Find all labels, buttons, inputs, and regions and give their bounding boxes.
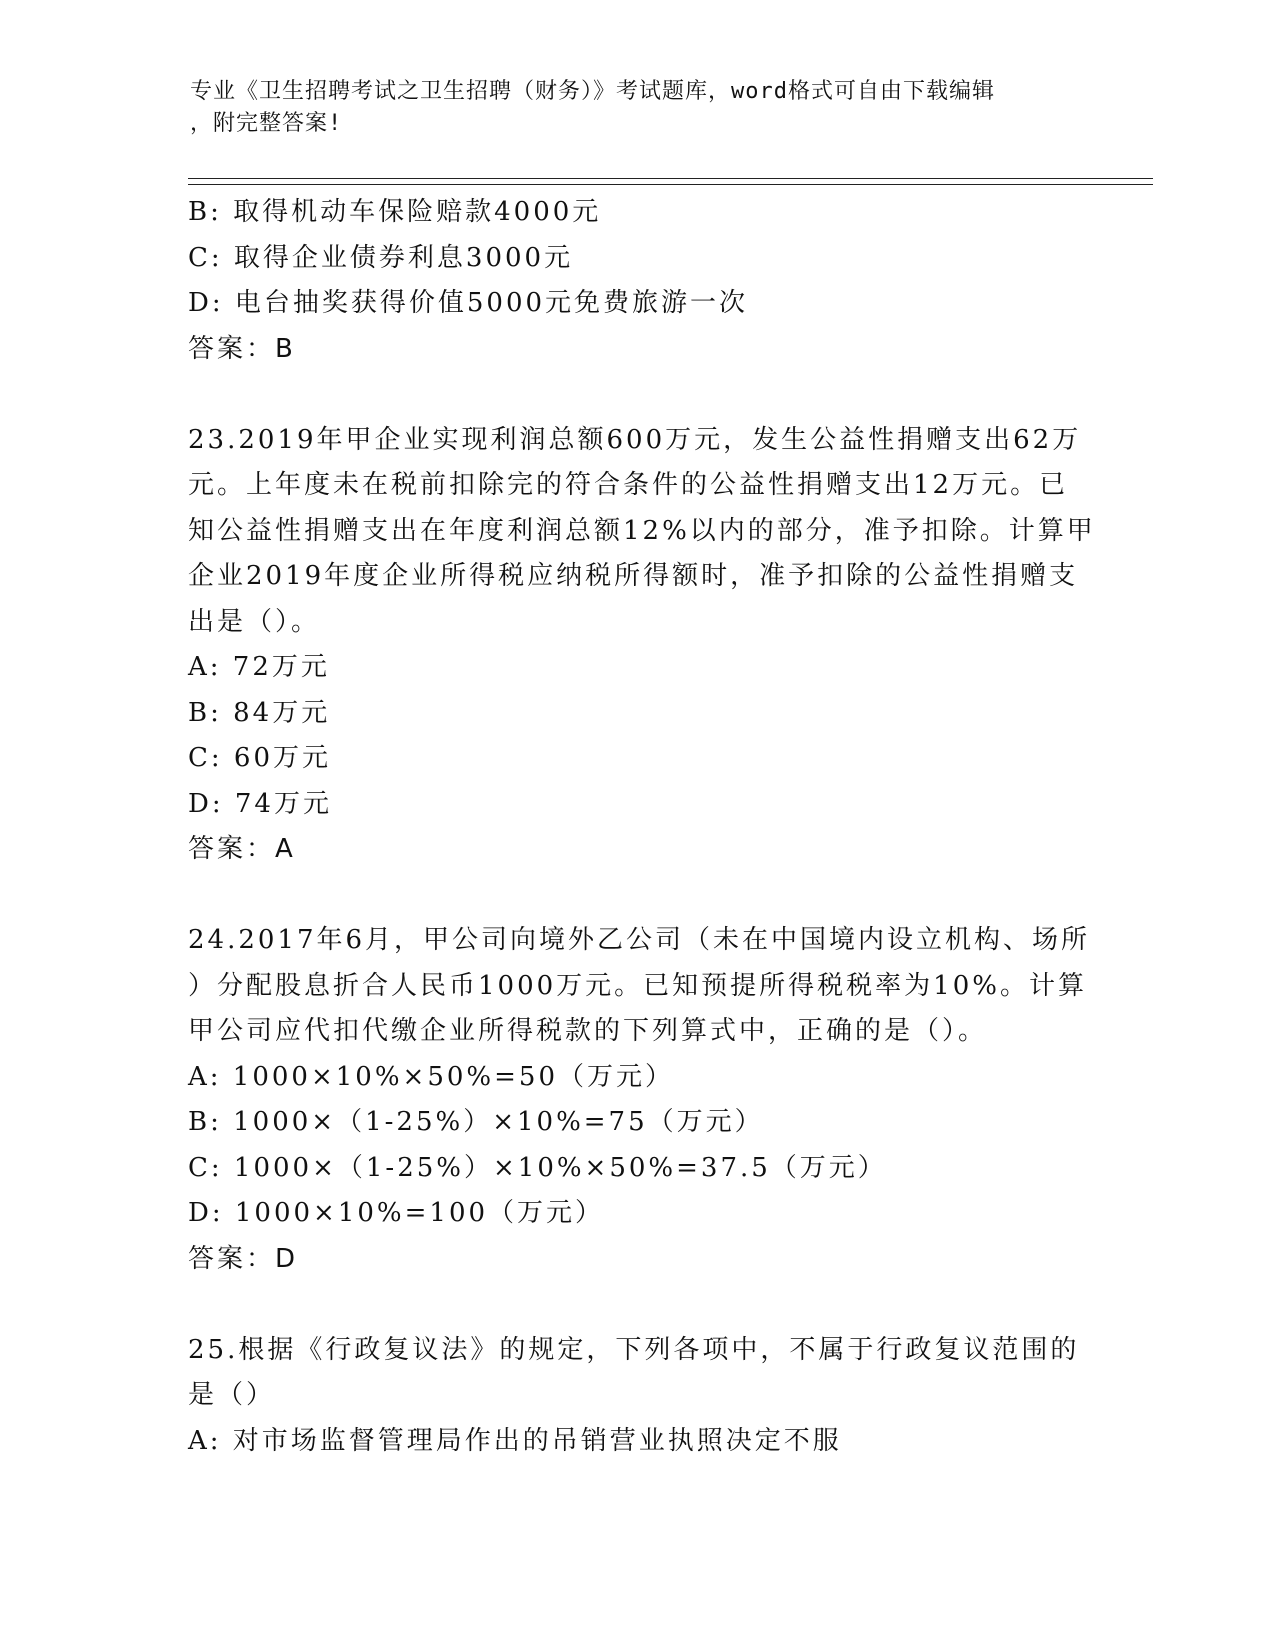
- header-line-2: ，附完整答案!: [190, 111, 343, 136]
- question-text-line: 23.2019年甲企业实现利润总额600万元，发生公益性捐赠支出62万: [188, 424, 1082, 455]
- header-rule-bottom: [188, 184, 1153, 185]
- answer: 答案：B: [188, 333, 296, 364]
- question-text-line: 甲公司应代扣代缴企业所得税款的下列算式中，正确的是（）。: [188, 1016, 988, 1046]
- question-text-line: 知公益性捐赠支出在年度利润总额12%以内的部分，准予扣除。计算甲: [188, 515, 1096, 546]
- spacer: [188, 372, 1088, 418]
- option-c: C: 60万元: [188, 743, 332, 773]
- option-a: A: 1000×10%×50%=50（万元）: [188, 1061, 674, 1092]
- question-24: [188, 918, 1091, 1282]
- option-a: A: 对市场监督管理局作出的吊销营业执照决定不服: [188, 1425, 842, 1456]
- answer: 答案：D: [188, 1243, 299, 1274]
- option-c: C: 取得企业债券利息3000元: [188, 242, 574, 273]
- header-line-1: 专业《卫生招聘考试之卫生招聘（财务）》考试题库，word格式可自由下载编辑: [190, 79, 995, 104]
- option-b: B: 1000×（1-25%）×10%=75（万元）: [188, 1107, 764, 1137]
- option-d: D: 74万元: [188, 788, 332, 819]
- question-text-line: 出是（）。: [188, 606, 321, 637]
- answer: 答案：A: [188, 834, 296, 864]
- question-text-line: 元。上年度未在税前扣除完的符合条件的公益性捐赠支出12万元。已: [188, 470, 1069, 500]
- spacer: [188, 873, 1088, 919]
- option-b: B: 取得机动车保险赔款4000元: [188, 197, 602, 227]
- option-c: C: 1000×（1-25%）×10%×50%=37.5（万元）: [188, 1152, 887, 1183]
- document-body: [188, 190, 1096, 1464]
- question-text-line: 24.2017年6月，甲公司向境外乙公司（未在中国境内设立机构、场所: [188, 925, 1091, 955]
- question-text-line: ）分配股息折合人民币1000万元。已知预提所得税税率为10%。计算: [188, 970, 1087, 1001]
- header-rule-top: [188, 178, 1153, 179]
- spacer: [188, 1282, 1088, 1328]
- question-text-line: 是（）: [188, 1380, 276, 1410]
- option-a: A: 72万元: [188, 652, 330, 682]
- question-25: [188, 1328, 1088, 1465]
- option-b: B: 84万元: [188, 697, 331, 728]
- document-header: [190, 76, 1090, 140]
- option-d: D: 1000×10%=100（万元）: [188, 1198, 605, 1228]
- question-text-line: 企业2019年度企业所得税应纳税所得额时，准予扣除的公益性捐赠支: [188, 561, 1079, 591]
- question-23: [188, 418, 1096, 873]
- option-d: D: 电台抽奖获得价值5000元免费旅游一次: [188, 288, 749, 318]
- question-22-continued: [188, 190, 1088, 372]
- question-text-line: 25.根据《行政复议法》的规定，下列各项中，不属于行政复议范围的: [188, 1334, 1080, 1365]
